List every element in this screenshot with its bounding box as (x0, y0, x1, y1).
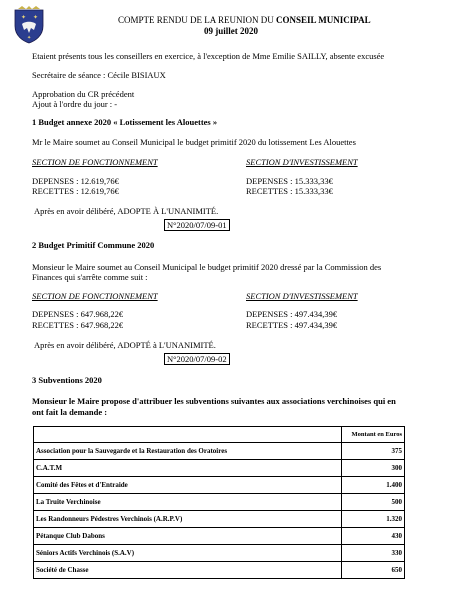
table-row (34, 511, 405, 528)
table-row (34, 562, 405, 579)
subvention-amount: 300 (342, 460, 405, 477)
subvention-amount: 650 (342, 562, 405, 579)
association-name: Société de Chasse (34, 562, 342, 579)
subvention-amount: 500 (342, 494, 405, 511)
association-name: Comité des Fêtes et d'Entraide (34, 477, 342, 494)
section-2-decision: Après en avoir délibéré, ADOPTÉ à L'UNANIMITÉ. (34, 340, 216, 350)
section-2-fonct-recettes: RECETTES : 647.968,22€ (32, 320, 124, 330)
section-1-fonct-depenses: DEPENSES : 12.619,76€ (32, 176, 119, 186)
section-2-reference: N°2020/07/09-02 (164, 353, 230, 365)
section-2-text-line-1: Monsieur le Maire soumet au Conseil Municipal le budget primitif 2020 dressé par la Commission des (32, 262, 382, 272)
approval-text: Approbation du CR précédent (32, 89, 135, 99)
secretary-text: Secrétaire de séance : Cécile BISIAUX (32, 70, 166, 80)
table-header-name-cell (34, 427, 342, 443)
section-1-fonctionnement-label: SECTION DE FONCTIONNEMENT (32, 157, 158, 167)
subvention-amount: 430 (342, 528, 405, 545)
section-1-invest-depenses: DEPENSES : 15.333,33€ (246, 176, 333, 186)
association-name: C.A.T.M (34, 460, 342, 477)
document-date: 09 juillet 2020 (204, 26, 258, 36)
section-1-text: Mr le Maire soumet au Conseil Municipal le budget primitif 2020 du lotissement Les Alouettes (32, 137, 356, 147)
table-row (34, 545, 405, 562)
table-row (34, 528, 405, 545)
section-2-fonctionnement-label: SECTION DE FONCTIONNEMENT (32, 291, 158, 301)
section-1-reference: N°2020/07/09-01 (164, 219, 230, 231)
section-2-text-line-2: Finances qui s'arrête comme suit : (32, 272, 148, 282)
section-1-decision: Après en avoir délibéré, ADOPTE À L'UNANIMITÉ. (34, 206, 219, 216)
section-1-investissement-label: SECTION D'INVESTISSEMENT (246, 157, 358, 167)
table-header-row (34, 427, 405, 443)
section-3-text-line-1: Monsieur le Maire propose d'attribuer les subventions suivantes aux associations verchinoises qui en (32, 396, 396, 406)
association-name: Séniors Actifs Verchinois (S.A.V) (34, 545, 342, 562)
section-2-investissement-label: SECTION D'INVESTISSEMENT (246, 291, 358, 301)
agenda-addition-text: Ajout à l'ordre du jour : - (32, 99, 118, 109)
section-3-text-line-2: ont fait la demande : (32, 407, 108, 417)
association-name: Pétanque Club Dabons (34, 528, 342, 545)
section-3-title: 3 Subventions 2020 (32, 375, 102, 385)
subvention-amount: 375 (342, 443, 405, 460)
table-row (34, 477, 405, 494)
subvention-amount: 1.320 (342, 511, 405, 528)
document-title: COMPTE RENDU DE LA REUNION DU CONSEIL MUNICIPAL (118, 15, 371, 25)
section-2-invest-recettes: RECETTES : 497.434,39€ (246, 320, 338, 330)
section-2-title: 2 Budget Primitif Commune 2020 (32, 240, 155, 250)
subvention-amount: 1.400 (342, 477, 405, 494)
attendance-text: Etaient présents tous les conseillers en exercice, à l'exception de Mme Emilie SAILLY, absente excusée (32, 51, 385, 61)
association-name: Association pour la Sauvegarde et la Restauration des Oratoires (34, 443, 342, 460)
table-row (34, 460, 405, 477)
association-name: Les Randonneurs Pédestres Verchinois (A.R.P.V) (34, 511, 342, 528)
table-header-amount: Montant en Euros (342, 427, 405, 443)
coat-of-arms-icon (13, 6, 45, 44)
table-row (34, 494, 405, 511)
section-2-fonct-depenses: DEPENSES : 647.968,22€ (32, 309, 124, 319)
table-row (34, 443, 405, 460)
svg-text:✦: ✦ (33, 14, 39, 21)
association-name: La Truite Verchinoise (34, 494, 342, 511)
subventions-table (33, 426, 405, 579)
section-1-invest-recettes: RECETTES : 15.333,33€ (246, 186, 333, 196)
svg-text:✦: ✦ (21, 14, 27, 21)
subvention-amount: 330 (342, 545, 405, 562)
section-2-invest-depenses: DEPENSES : 497.434,39€ (246, 309, 338, 319)
section-1-title: 1 Budget annexe 2020 « Lotissement les Alouettes » (32, 117, 218, 127)
svg-text:✦: ✦ (27, 35, 32, 41)
section-1-fonct-recettes: RECETTES : 12.619,76€ (32, 186, 119, 196)
